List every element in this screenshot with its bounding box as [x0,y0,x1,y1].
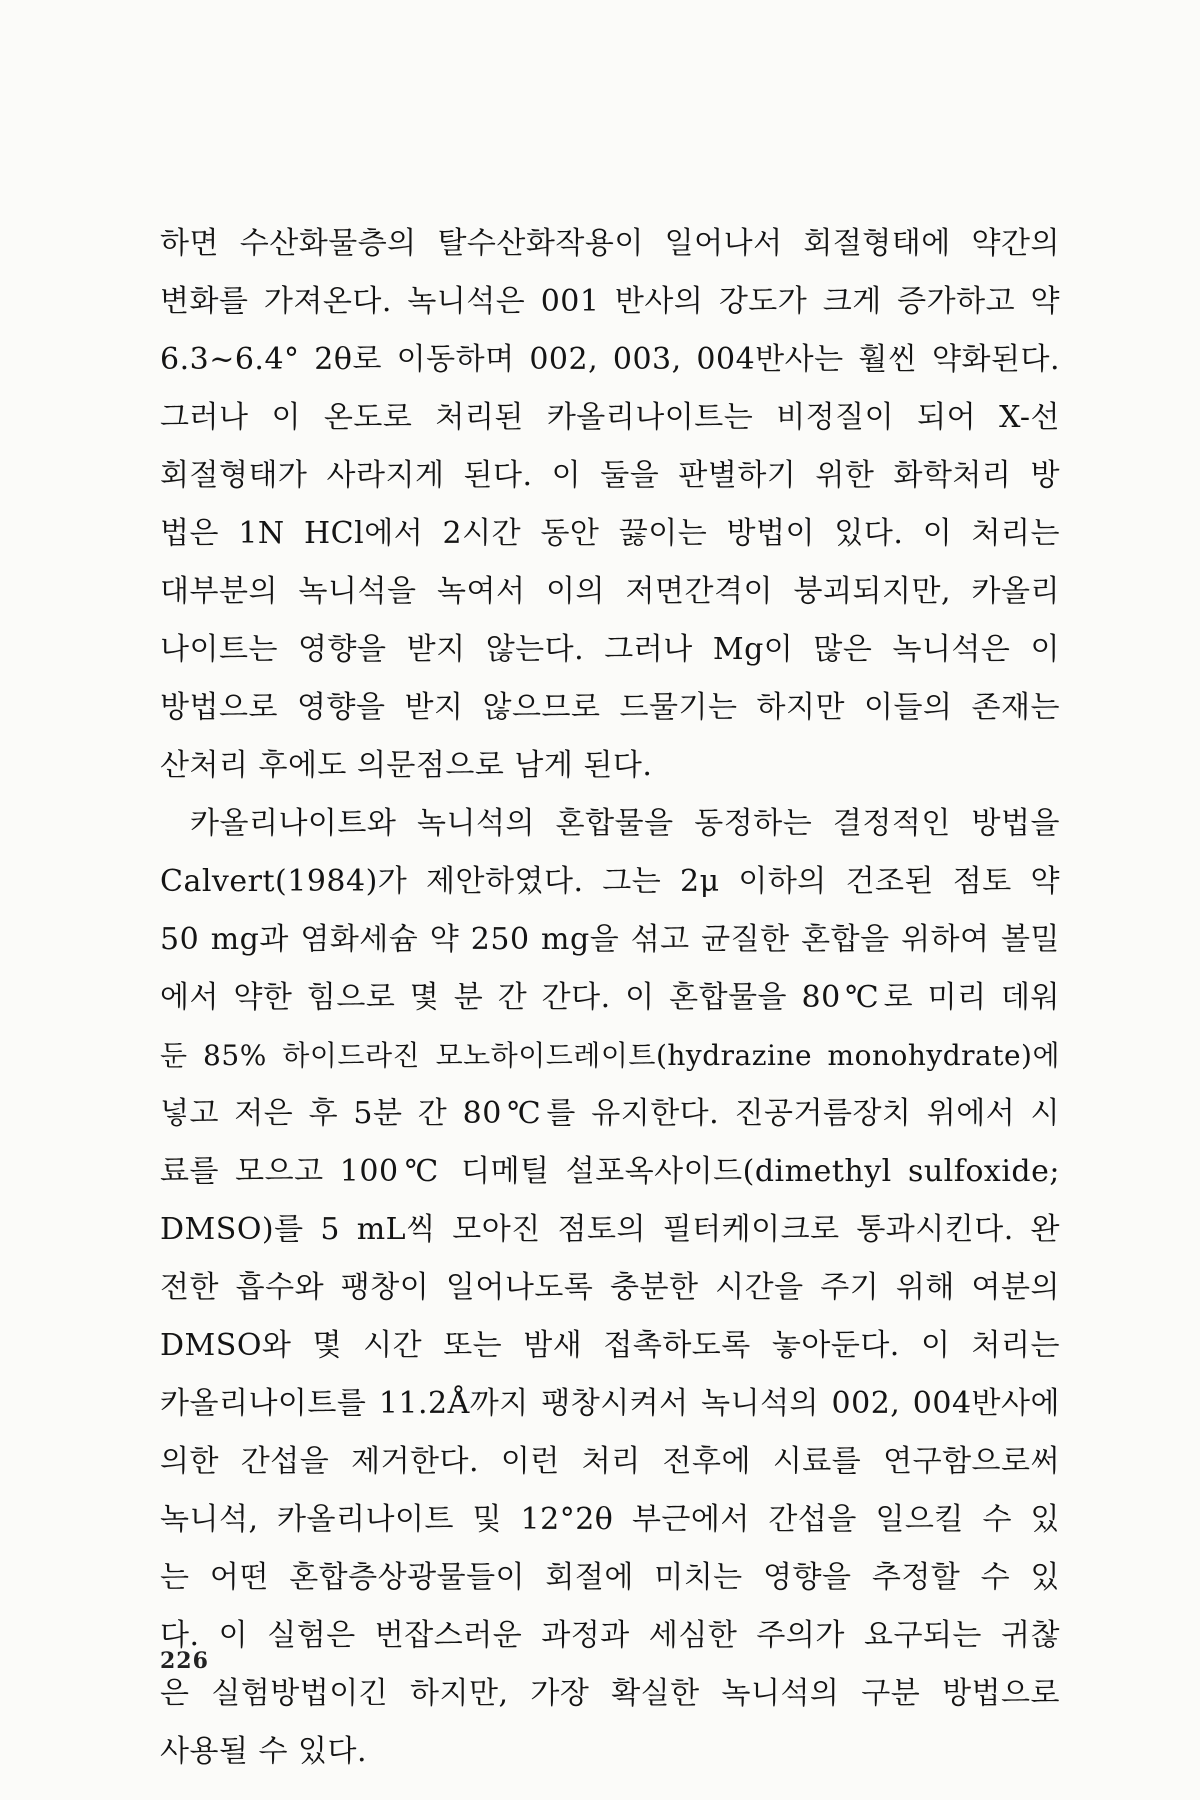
text-line: Calvert(1984)가 제안하였다. 그는 2μ 이하의 건조된 점토 약 [160,864,1060,899]
text-line: 대부분의 녹니석을 녹여서 이의 저면간격이 붕괴되지만, 카올리 [160,574,1060,609]
text-line: 카올리나이트를 11.2Å까지 팽창시켜서 녹니석의 002, 004반사에 [160,1386,1060,1421]
text-line: DMSO와 몇 시간 또는 밤새 접촉하도록 놓아둔다. 이 처리는 [160,1328,1060,1363]
paragraph-2 [160,795,1060,1781]
text-line: 전한 흡수와 팽창이 일어나도록 충분한 시간을 주기 위해 여분의 [160,1270,1060,1305]
page-number: 226 [160,1648,209,1674]
paragraph-1 [160,215,1060,795]
text-line: 에서 약한 힘으로 몇 분 간 간다. 이 혼합물을 80℃로 미리 데워 [160,980,1060,1015]
text-line: 둔 85% 하이드라진 모노하이드레이트(hydrazine monohydrate)에 [160,1039,1060,1072]
text-line: 그러나 이 온도로 처리된 카올리나이트는 비정질이 되어 X-선 [160,400,1060,435]
text-line: 산처리 후에도 의문점으로 남게 된다. [160,748,653,783]
text-line: 방법으로 영향을 받지 않으므로 드물기는 하지만 이들의 존재는 [160,690,1060,725]
text-line: 변화를 가져온다. 녹니석은 001 반사의 강도가 크게 증가하고 약 [160,284,1060,319]
text-line: 6.3~6.4° 2θ로 이동하며 002, 003, 004반사는 훨씬 약화된다. [160,342,1060,377]
text-line: 카올리나이트와 녹니석의 혼합물을 동정하는 결정적인 방법을 [190,806,1060,841]
text-line: 하면 수산화물층의 탈수산화작용이 일어나서 회절형태에 약간의 [160,226,1060,261]
text-line: 나이트는 영향을 받지 않는다. 그러나 Mg이 많은 녹니석은 이 [160,632,1060,667]
text-line: 50 mg과 염화세슘 약 250 mg을 섞고 균질한 혼합을 위하여 볼밀 [160,922,1060,957]
text-line: 는 어떤 혼합층상광물들이 회절에 미치는 영향을 추정할 수 있 [160,1560,1060,1595]
body-text [160,215,1060,1781]
text-line: 은 실험방법이긴 하지만, 가장 확실한 녹니석의 구분 방법으로 [160,1676,1060,1711]
text-line: 법은 1N HCl에서 2시간 동안 끓이는 방법이 있다. 이 처리는 [160,516,1060,551]
text-line: 넣고 저은 후 5분 간 80℃를 유지한다. 진공거름장치 위에서 시 [160,1096,1060,1131]
text-line: 다. 이 실험은 번잡스러운 과정과 세심한 주의가 요구되는 귀찮 [160,1618,1060,1653]
text-line: 회절형태가 사라지게 된다. 이 둘을 판별하기 위한 화학처리 방 [160,458,1060,493]
text-line: 의한 간섭을 제거한다. 이런 처리 전후에 시료를 연구함으로써 [160,1444,1060,1479]
text-line: 료를 모으고 100℃ 디메틸 설포옥사이드(dimethyl sulfoxide; [160,1154,1060,1189]
text-line: 녹니석, 카올리나이트 및 12°2θ 부근에서 간섭을 일으킬 수 있 [160,1502,1060,1537]
text-line: DMSO)를 5 mL씩 모아진 점토의 필터케이크로 통과시킨다. 완 [160,1212,1060,1247]
text-line: 사용될 수 있다. [160,1734,367,1769]
